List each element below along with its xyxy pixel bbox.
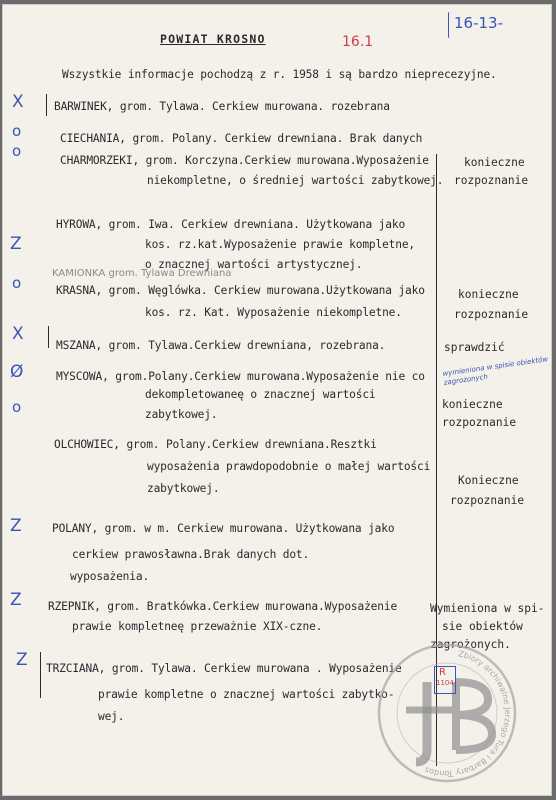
margin-mark-z: Z: [16, 650, 28, 670]
margin-mark-o: o: [12, 274, 22, 292]
page-title: POWIAT KROSNO: [160, 32, 266, 46]
margin-mark-o: o: [12, 398, 22, 416]
accession-letter: R: [439, 667, 446, 678]
entry-line: MSZANA, grom. Tylawa.Cerkiew drewniana, rozebrana.: [56, 339, 386, 352]
left-margin-rule: [40, 652, 41, 698]
margin-note: rozpoznanie: [454, 174, 529, 187]
margin-note: rozpoznanie: [442, 416, 517, 429]
margin-note: zagrożonych.: [430, 638, 511, 651]
entry-line: prawie kompletne o znacznej wartości zabytko-: [98, 688, 395, 701]
pencil-annotation: KAMIONKA grom. Tylawa Drewniana: [52, 268, 232, 279]
margin-note: konieczne: [464, 156, 525, 169]
entry-line: dekompletowaneę o znacznej wartości: [145, 388, 376, 401]
left-margin-rule: [46, 94, 47, 116]
entry-line: zabytkowej.: [145, 408, 218, 421]
page-number-bracket: [448, 12, 451, 38]
margin-mark-o: o: [12, 142, 22, 160]
archive-stamp: [372, 638, 522, 788]
margin-note: Konieczne: [458, 474, 519, 487]
entry-line: kos. rz.kat.Wyposażenie prawie kompletne,: [145, 238, 416, 251]
entry-line: niekompletne, o średniej wartości zabytkowej.: [147, 174, 444, 187]
entry-line: BARWINEK, grom. Tylawa. Cerkiew murowana. rozebrana: [54, 100, 390, 113]
stamp-ring-text: Zbiory archiwalne Jerzego Tura i Barbary Tondos: [423, 649, 513, 779]
entry-line: RZEPNIK, grom. Bratkówka.Cerkiew murowana.Wyposażenie: [48, 600, 398, 613]
entry-line: KRASNA, grom. Węglówka. Cerkiew murowana.Użytkowana jako: [56, 284, 425, 297]
document-page: [2, 4, 552, 796]
entry-line: POLANY, grom. w m. Cerkiew murowana. Użytkowana jako: [52, 522, 395, 535]
margin-mark-crossed-o: Ø: [10, 362, 24, 382]
entry-line: prawie kompletneę przeważnie XIX-czne.: [72, 620, 323, 633]
intro-text: Wszystkie informacje pochodzą z r. 1958 i są bardzo nieprecezyjne.: [62, 68, 497, 81]
margin-note: Wymieniona w spi-: [430, 602, 545, 615]
entry-line: HYROWA, grom. Iwa. Cerkiew drewniana. Użytkowana jako: [56, 218, 406, 231]
entry-line: wyposażenia.: [70, 570, 150, 583]
margin-mark-z: Z: [10, 590, 22, 610]
margin-note: konieczne: [442, 398, 503, 411]
margin-mark-z: Z: [10, 234, 22, 254]
entry-line: CIECHANIA, grom. Polany. Cerkiew drewniana. Brak danych: [60, 132, 423, 145]
margin-mark-z: Z: [10, 516, 22, 536]
handwritten-note: wymieniona w spisie obiektów zagrożonych: [442, 355, 549, 387]
margin-note: rozpoznanie: [454, 308, 529, 321]
stamp-ring-icon: [372, 638, 522, 788]
margin-note: sprawdzić: [444, 341, 505, 354]
margin-mark-x: X: [12, 324, 24, 344]
entry-line: o znacznej wartości artystycznej.: [145, 258, 363, 271]
entry-line: TRZCIANA, grom. Tylawa. Cerkiew murowana . Wyposażenie: [46, 662, 402, 675]
entry-line: MYSCOWA, grom.Polany.Cerkiew murowana.Wyposażenie nie co: [56, 370, 425, 383]
accession-number: 1104: [436, 679, 454, 687]
margin-mark-x: X: [12, 92, 24, 112]
entry-line: zabytkowej.: [147, 482, 220, 495]
left-margin-rule: [48, 326, 49, 348]
handwritten-page-number: 16-13-: [454, 14, 503, 32]
accession-box: [434, 666, 456, 694]
entry-line: wyposażenia prawdopodobnie o małej wartości: [147, 460, 431, 473]
entry-line: OLCHOWIEC, grom. Polany.Cerkiew drewniana.Resztki: [54, 438, 377, 451]
entry-line: cerkiew prawosławna.Brak danych dot.: [72, 548, 310, 561]
entry-line: CHARMORZEKI, grom. Korczyna.Cerkiew murowana.Wyposażenie: [60, 154, 429, 167]
entry-line: wej.: [98, 710, 125, 723]
margin-note: sie obiektów: [442, 620, 523, 633]
red-handwritten-number: 16.1: [342, 34, 374, 50]
margin-note: konieczne: [458, 288, 519, 301]
margin-note: rozpoznanie: [450, 494, 525, 507]
margin-mark-o: o: [12, 122, 22, 140]
entry-line: kos. rz. Kat. Wyposażenie niekompletne.: [145, 306, 402, 319]
